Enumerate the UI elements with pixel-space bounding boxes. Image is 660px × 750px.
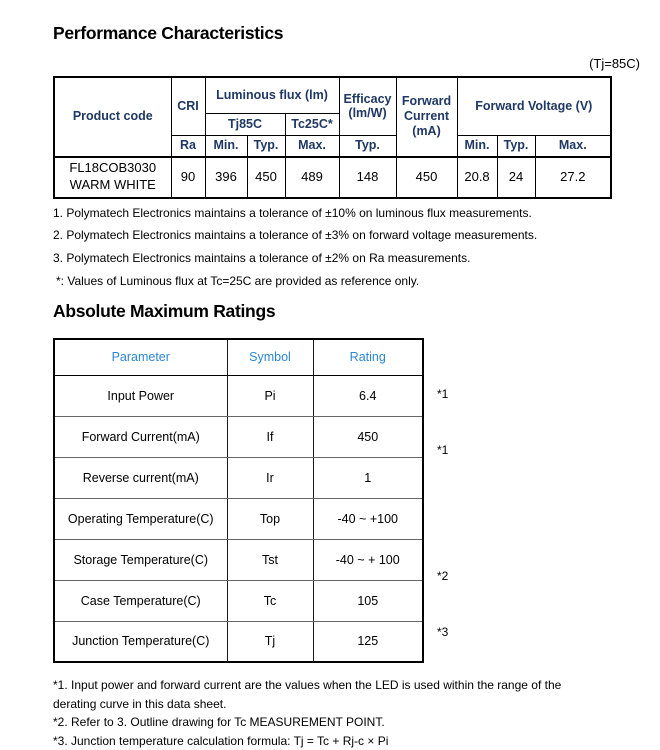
cell-forward-current: 450 [396, 157, 457, 198]
cell-rating: 125 [313, 621, 423, 662]
ratings-row-input-power [54, 375, 423, 416]
perf-data-row [54, 157, 611, 198]
footnote-junction-temperature-formula: *3. Junction temperature calculation formula: Tj = Tc + Rj-c × Pi [53, 733, 389, 748]
ratings-footnotes [53, 676, 593, 750]
col-header-parameter: Parameter [54, 339, 227, 375]
col-header-cri: CRI [171, 77, 205, 136]
cell-rating: 450 [313, 416, 423, 457]
cell-symbol: Tj [227, 621, 313, 662]
cell-vf-max: 27.2 [535, 157, 611, 198]
cell-parameter: Input Power [54, 375, 227, 416]
cell-parameter: Forward Current(mA) [54, 416, 227, 457]
cell-symbol: Pi [227, 375, 313, 416]
col-header-luminous-flux: Luminous flux (lm) [205, 77, 339, 114]
cell-parameter: Case Temperature(C) [54, 580, 227, 621]
ratings-table-area [53, 338, 640, 663]
cell-lf-typ: 450 [247, 157, 285, 198]
cell-vf-min: 20.8 [457, 157, 497, 198]
cell-symbol: Top [227, 498, 313, 539]
cell-parameter: Operating Temperature(C) [54, 498, 227, 539]
cell-parameter: Storage Temperature(C) [54, 539, 227, 580]
cell-rating: 1 [313, 457, 423, 498]
performance-section-title: Performance Characteristics [53, 23, 284, 43]
cell-efficacy-typ: 148 [339, 157, 396, 198]
col-header-eff-typ: Typ. [339, 136, 396, 157]
cell-rating: 6.4 [313, 375, 423, 416]
footnote-derating-curve: *1. Input power and forward current are the values when the LED is used within the range of the derating curve in this data sheet. [53, 678, 562, 711]
ratings-row-case-temperature [54, 580, 423, 621]
col-header-vf-max: Max. [535, 136, 611, 157]
col-header-forward-current: Forward Current (mA) [396, 77, 457, 157]
cell-parameter: Junction Temperature(C) [54, 621, 227, 662]
product-code-line1: FL18COB3030 [69, 160, 157, 176]
cell-symbol: Ir [227, 457, 313, 498]
col-header-ra: Ra [171, 136, 205, 157]
ratings-header-row [54, 339, 423, 375]
ratings-row-junction-temperature [54, 621, 423, 662]
cell-product-code [54, 157, 171, 198]
cell-rating: -40 ~ +100 [313, 498, 423, 539]
cell-lf-min: 396 [205, 157, 247, 198]
cell-symbol: If [227, 416, 313, 457]
annotation-ref-3: *2 [437, 569, 449, 584]
col-header-rating: Rating [313, 339, 423, 375]
cell-parameter: Reverse current(mA) [54, 457, 227, 498]
ratings-row-storage-temperature [54, 539, 423, 580]
col-header-forward-voltage: Forward Voltage (V) [457, 77, 611, 136]
cell-symbol: Tc [227, 580, 313, 621]
cell-rating: -40 ~ + 100 [313, 539, 423, 580]
cell-symbol: Tst [227, 539, 313, 580]
performance-notes [53, 207, 640, 288]
ratings-row-operating-temperature [54, 498, 423, 539]
performance-characteristics-table [53, 76, 612, 199]
col-header-lf-min: Min. [205, 136, 247, 157]
absolute-maximum-ratings-table [53, 338, 424, 663]
cell-ra: 90 [171, 157, 205, 198]
test-condition-label: (Tj=85C) [589, 56, 640, 72]
col-header-lf-typ: Typ. [247, 136, 285, 157]
ratings-section-title: Absolute Maximum Ratings [53, 300, 276, 321]
perf-header-row-1 [54, 77, 611, 114]
col-header-tc25c: Tc25C* [285, 114, 339, 136]
annotation-ref-1: *1 [437, 387, 449, 402]
cell-rating: 105 [313, 580, 423, 621]
product-code-line2: WARM WHITE [69, 177, 156, 193]
ratings-row-reverse-current [54, 457, 423, 498]
col-header-vf-typ: Typ. [497, 136, 535, 157]
annotation-ref-4: *3 [437, 625, 449, 640]
note-tolerance-luminous-flux: 1. Polymatech Electronics maintains a tolerance of ±10% on luminous flux measurements. [53, 205, 532, 220]
note-tc25-reference: *: Values of Luminous flux at Tc=25C are provided as reference only. [56, 273, 420, 288]
annotation-ref-2: *1 [437, 443, 449, 458]
ratings-row-forward-current [54, 416, 423, 457]
footnote-tc-measurement-point: *2. Refer to 3. Outline drawing for Tc MEASUREMENT POINT. [53, 715, 385, 730]
col-header-symbol: Symbol [227, 339, 313, 375]
note-tolerance-forward-voltage: 2. Polymatech Electronics maintains a tolerance of ±3% on forward voltage measurements. [53, 228, 538, 243]
note-tolerance-ra: 3. Polymatech Electronics maintains a tolerance of ±2% on Ra measurements. [53, 250, 471, 265]
col-header-efficacy: Efficacy (lm/W) [339, 77, 396, 136]
cell-vf-typ: 24 [497, 157, 535, 198]
col-header-vf-min: Min. [457, 136, 497, 157]
cell-lf-max: 489 [285, 157, 339, 198]
col-header-tj85c: Tj85C [205, 114, 285, 136]
col-header-product-code: Product code [54, 77, 171, 157]
col-header-lf-max: Max. [285, 136, 339, 157]
